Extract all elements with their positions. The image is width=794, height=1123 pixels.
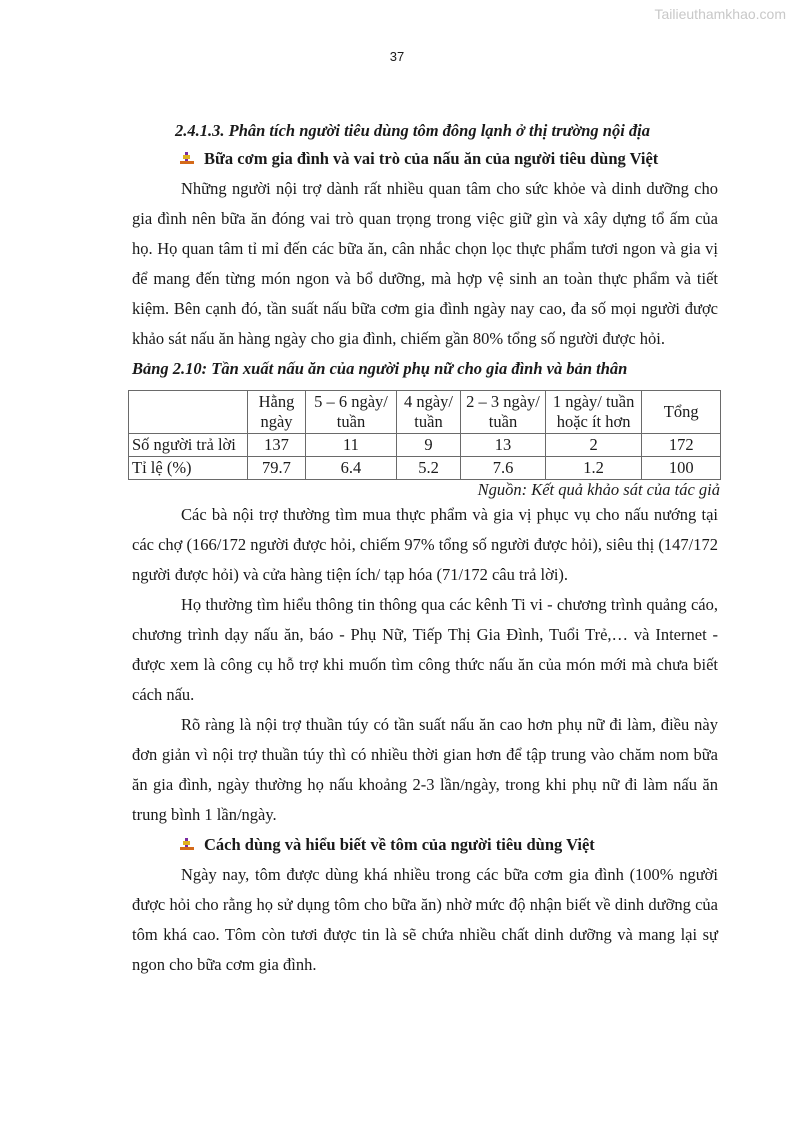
bullet-heading-2-text: Cách dùng và hiểu biết về tôm của người tiêu dùng Việt bbox=[204, 835, 595, 854]
frequency-table bbox=[128, 390, 721, 480]
table-header-cell: 1 ngày/ tuần hoặc ít hơn bbox=[545, 391, 642, 434]
table-header-cell: Tổng bbox=[642, 391, 721, 434]
bullet-heading-1 bbox=[180, 144, 718, 174]
table-header-cell: 5 – 6 ngày/ tuần bbox=[306, 391, 397, 434]
bullet-heading-1-text: Bữa cơm gia đình và vai trò của nấu ăn của người tiêu dùng Việt bbox=[204, 149, 659, 168]
watermark: Tailieuthamkhao.com bbox=[654, 6, 786, 22]
bullet-icon bbox=[180, 838, 194, 852]
table-row bbox=[129, 457, 721, 480]
paragraph-3: Họ thường tìm hiểu thông tin thông qua các kênh Ti vi - chương trình quảng cáo, chương trình dạy nấu ăn, báo - Phụ Nữ, Tiếp Thị Gia Đình, Tuổi Trẻ,… và Internet - được xem là công cụ hỗ trợ khi muốn tìm công thức nấu ăn của món mới mà chưa biết cách nấu. bbox=[132, 595, 718, 704]
table-row-label: Tỉ lệ (%) bbox=[129, 457, 248, 480]
table-caption: Bảng 2.10: Tần xuất nấu ăn của người phụ nữ cho gia đình và bản thân bbox=[132, 359, 628, 378]
page-number: 37 bbox=[389, 49, 405, 64]
table-cell: 5.2 bbox=[396, 457, 460, 480]
table-cell: 13 bbox=[461, 434, 546, 457]
document-body bbox=[132, 118, 718, 980]
table-cell: 137 bbox=[247, 434, 305, 457]
table-cell: 100 bbox=[642, 457, 721, 480]
table-cell: 6.4 bbox=[306, 457, 397, 480]
table-cell: 2 bbox=[545, 434, 642, 457]
paragraph-5: Ngày nay, tôm được dùng khá nhiều trong các bữa cơm gia đình (100% người được hỏi cho rằng họ sử dụng tôm cho bữa ăn) nhờ mức độ nhận biết về dinh dưỡng của tôm khá cao. Tôm còn tươi được tin là sẽ chứa nhiều chất dinh dưỡng và mang lại sự ngon cho bữa cơm gia đình. bbox=[132, 865, 718, 974]
paragraph-1: Những người nội trợ dành rất nhiều quan tâm cho sức khỏe và dinh dưỡng cho gia đình nên bữa ăn đóng vai trò quan trọng trong việc giữ gìn và xây dựng tổ ấm của họ. Họ quan tâm tỉ mỉ đến các bữa ăn, cân nhắc chọn lọc thực phẩm tươi ngon và gia vị để mang đến từng món ngon và bổ dưỡng, mà hợp vệ sinh an toàn thực phẩm và tiết kiệm. Bên cạnh đó, tần suất nấu bữa cơm gia đình ngày nay cao, đa số mọi người được khảo sát nấu ăn hàng ngày cho gia đình, chiếm gần 80% tổng số người được hỏi. bbox=[132, 179, 718, 348]
table-cell: 9 bbox=[396, 434, 460, 457]
table-cell: 1.2 bbox=[545, 457, 642, 480]
bullet-icon bbox=[180, 152, 194, 166]
table-header-cell: 2 – 3 ngày/ tuần bbox=[461, 391, 546, 434]
table-cell: 11 bbox=[306, 434, 397, 457]
paragraph-4: Rõ ràng là nội trợ thuần túy có tần suất nấu ăn cao hơn phụ nữ đi làm, điều này đơn giản vì nội trợ thuần túy thì có nhiều thời gian hơn để tập trung vào chăm nom bữa ăn gia đình, ngày thường họ nấu khoảng 2-3 lần/ngày, trong khi phụ nữ đi làm nấu ăn trung bình 1 lần/ngày. bbox=[132, 715, 718, 824]
paragraph-2: Các bà nội trợ thường tìm mua thực phẩm và gia vị phục vụ cho nấu nướng tại các chợ (166/172 người được hỏi, chiếm 97% tổng số người được hỏi), siêu thị (147/172 người được hỏi) và cửa hàng tiện ích/ tạp hóa (71/172 câu trả lời). bbox=[132, 505, 718, 584]
table-row bbox=[129, 434, 721, 457]
table-cell: 79.7 bbox=[247, 457, 305, 480]
table-cell: 7.6 bbox=[461, 457, 546, 480]
table-header-cell bbox=[129, 391, 248, 434]
table-cell: 172 bbox=[642, 434, 721, 457]
bullet-heading-2 bbox=[180, 830, 718, 860]
table-source: Nguồn: Kết quả khảo sát của tác giả bbox=[477, 480, 720, 499]
table-row-label: Số người trả lời bbox=[129, 434, 248, 457]
table-header-cell: 4 ngày/ tuần bbox=[396, 391, 460, 434]
table-header-row bbox=[129, 391, 721, 434]
table-header-cell: Hằng ngày bbox=[247, 391, 305, 434]
section-heading: 2.4.1.3. Phân tích người tiêu dùng tôm đông lạnh ở thị trường nội địa bbox=[175, 121, 650, 140]
